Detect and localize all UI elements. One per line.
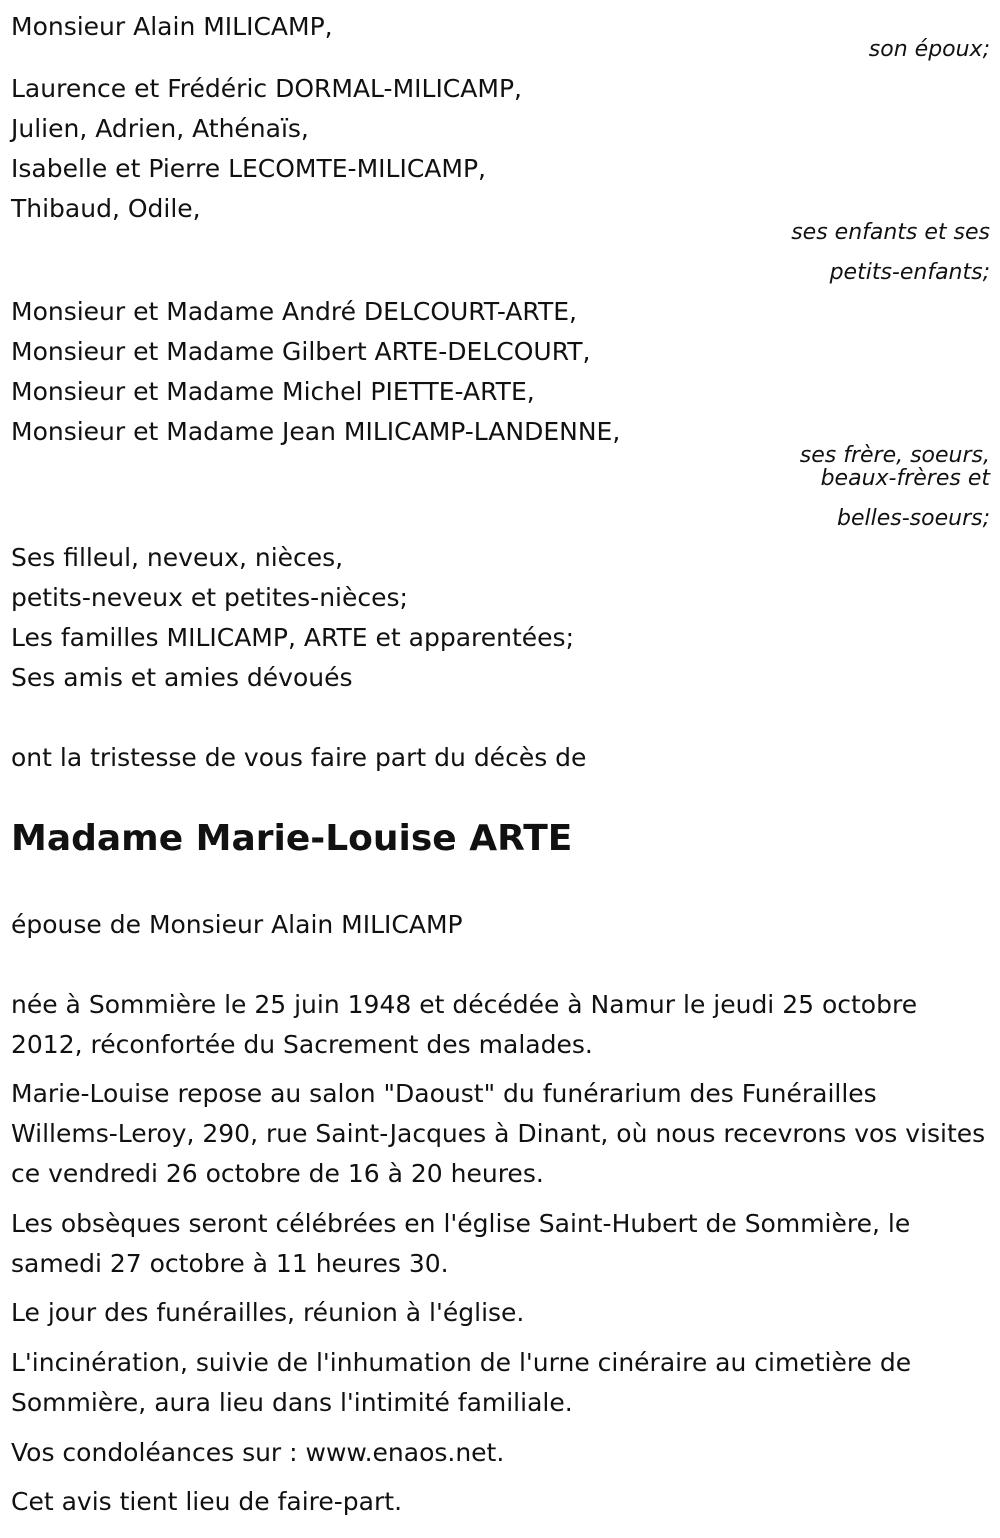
siblings-line: Monsieur et Madame Michel PIETTE-ARTE, <box>11 377 535 406</box>
notice-paragraph: Cet avis tient lieu de faire-part. <box>11 1487 403 1516</box>
siblings-role: belles-soeurs; <box>837 506 990 531</box>
cremation-paragraph: L'incinération, suivie de l'inhumation de l'urne cinéraire au cimetière de Sommière, aura lieu dans l'intimité familiale. <box>11 1348 912 1417</box>
condolences-paragraph: Vos condoléances sur : www.enaos.net. <box>11 1438 505 1467</box>
children-line: Laurence et Frédéric DORMAL-MILICAMP, <box>11 74 522 103</box>
deceased-name: Madame Marie-Louise ARTE <box>11 818 573 859</box>
visitation-paragraph: Marie-Louise repose au salon "Daoust" du funérarium des Funérailles Willems-Leroy, 290, rue Saint-Jacques à Dinant, où nous recevrons vos visites ce vendredi 26 octobre de 16 à 20 heures. <box>11 1079 986 1188</box>
spouse-role: son époux; <box>868 37 990 62</box>
children-line: Julien, Adrien, Athénaïs, <box>11 114 309 143</box>
funeral-paragraph: Les obsèques seront célébrées en l'église Saint-Hubert de Sommière, le samedi 27 octobre à 11 heures 30. <box>11 1209 911 1278</box>
meeting-paragraph: Le jour des funérailles, réunion à l'église. <box>11 1298 525 1327</box>
children-line: Isabelle et Pierre LECOMTE-MILICAMP, <box>11 154 486 183</box>
others-line: Ses amis et amies dévoués <box>11 663 353 692</box>
siblings-line: Monsieur et Madame André DELCOURT-ARTE, <box>11 297 577 326</box>
others-line: Les familles MILICAMP, ARTE et apparentées; <box>11 623 574 652</box>
siblings-line: Monsieur et Madame Gilbert ARTE-DELCOURT, <box>11 337 591 366</box>
announcement-text: ont la tristesse de vous faire part du décès de <box>11 743 587 772</box>
children-line: Thibaud, Odile, <box>11 194 201 223</box>
siblings-line: Monsieur et Madame Jean MILICAMP-LANDENNE, <box>11 417 621 446</box>
others-line: Ses filleul, neveux, nièces, <box>11 543 344 572</box>
spouse-of-text: épouse de Monsieur Alain MILICAMP <box>11 910 463 939</box>
spouse-name: Monsieur Alain MILICAMP, <box>11 12 333 41</box>
children-role: petits-enfants; <box>829 260 990 285</box>
siblings-role: beaux-frères et <box>820 466 990 491</box>
children-role: ses enfants et ses <box>791 220 990 245</box>
others-line: petits-neveux et petites-nièces; <box>11 583 408 612</box>
birth-death-paragraph: née à Sommière le 25 juin 1948 et décédée à Namur le jeudi 25 octobre 2012, réconfortée du Sacrement des malades. <box>11 990 918 1059</box>
siblings-role: ses frère, soeurs, <box>799 443 990 468</box>
